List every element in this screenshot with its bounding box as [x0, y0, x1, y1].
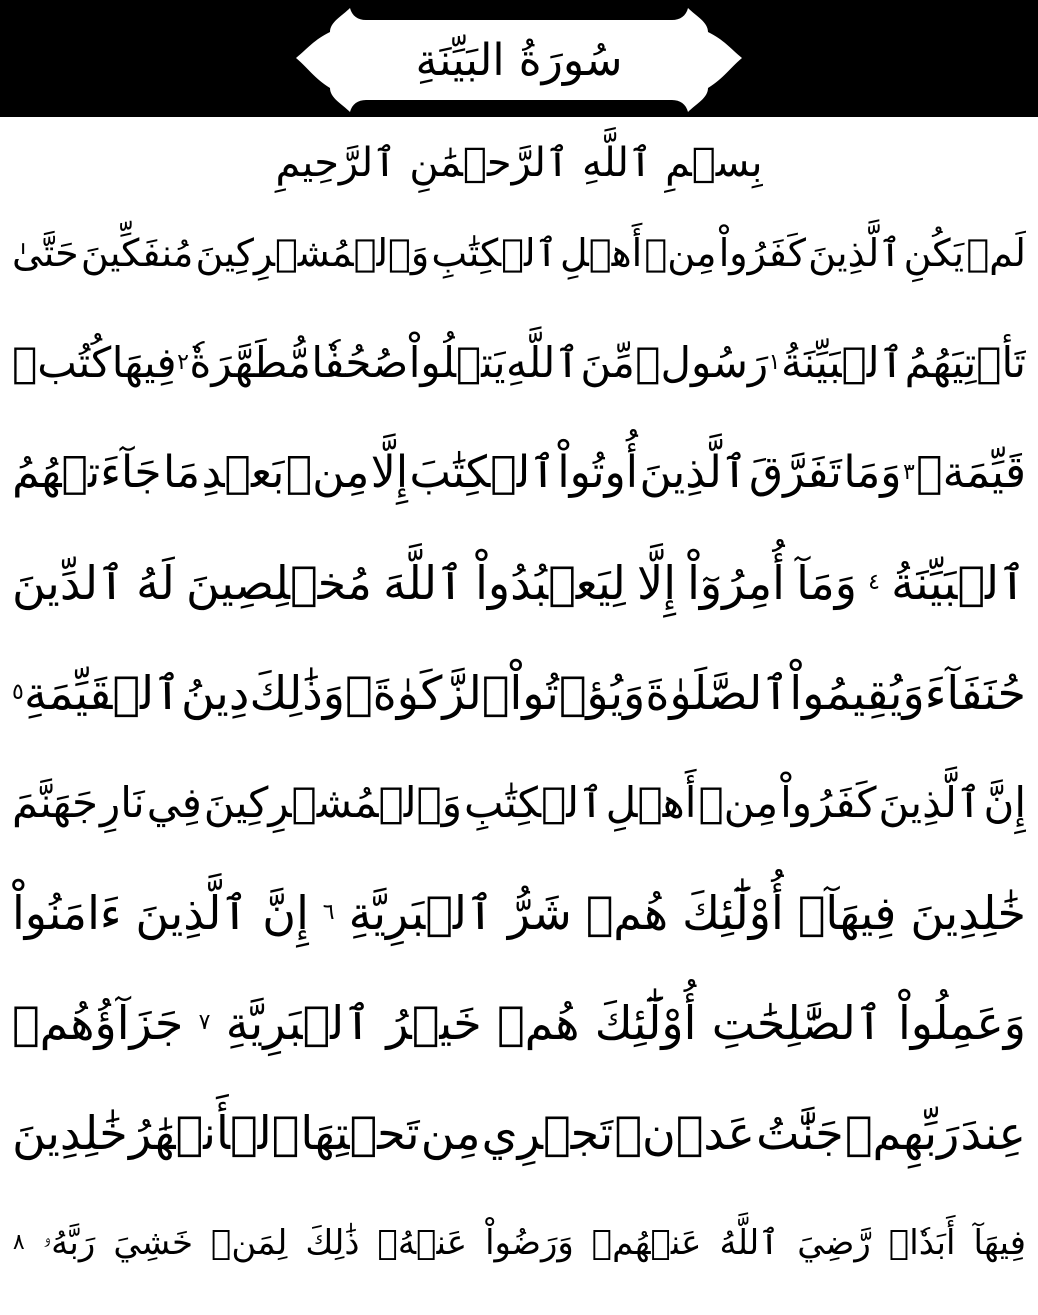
verse-word: ٱلصَّٰلِحَٰتِ: [711, 996, 883, 1050]
verse-line-7: [12, 863, 1026, 963]
verse-word: خَٰلِدِينَ: [910, 886, 1026, 940]
verse-word: ءَامَنُواْ: [12, 886, 122, 940]
verse-word: تَفَرَّقَ: [748, 447, 842, 498]
verse-word: مَا: [163, 447, 201, 498]
verse-word: خَٰلِدِينَ: [12, 1106, 128, 1160]
verse-word: حُنَفَآءَ: [924, 666, 1026, 720]
verse-word: بَعۡدِ: [201, 447, 285, 498]
verse-word: إِنَّ: [983, 778, 1026, 827]
verse-word: مِن: [420, 1106, 481, 1160]
verse-word: قَيِّمَةٞ: [916, 447, 1026, 498]
ayah-number-marker: ٨: [12, 1230, 25, 1255]
verse-word: فِيهَآۚ: [797, 886, 897, 940]
verse-word: ٱلۡبَرِيَّةِ: [225, 996, 372, 1050]
verse-word: ٱللَّهُ: [719, 1223, 780, 1263]
verse-word: أَبَدٗاۖ: [888, 1223, 956, 1263]
verse-word: أُوْلَٰٓئِكَ: [594, 996, 697, 1050]
verse-word: لَمۡ: [966, 231, 1026, 275]
verse-word: وَعَمِلُواْ: [897, 996, 1026, 1050]
verse-word: إِنَّ: [262, 886, 309, 940]
ayah-number-marker: ٥: [12, 680, 24, 705]
verse-word: مِنۡ: [698, 778, 779, 827]
verse-word: عَنۡهُمۡ: [591, 1223, 702, 1263]
verse-word: ٱلۡكِتَٰبِ: [431, 231, 558, 275]
verse-word: أَهۡلِ: [605, 778, 697, 827]
verse-word: تَحۡتِهَا: [300, 1106, 420, 1160]
verse-word: ٱلۡأَنۡهَٰرُ: [128, 1106, 300, 1160]
verse-word: ٱلۡكِتَٰبِ: [463, 778, 604, 827]
verse-word: عَنۡهُۚ: [377, 1223, 468, 1263]
verse-word: ٱلدِّينَ: [12, 556, 125, 610]
verse-line-10: [12, 1193, 1026, 1293]
verse-word: ذَٰلِكَ: [305, 1223, 360, 1263]
verse-word: ٱلزَّكَوٰةَۚ: [345, 666, 510, 720]
verse-word: مِنۢ: [285, 447, 370, 498]
verse-word: ٱللَّهَ: [383, 556, 464, 610]
verse-word: وَٱلۡمُشۡرِكِينَ: [203, 778, 462, 827]
verse-word: مِّنَ: [580, 338, 635, 387]
verse-word: هُمۡ: [585, 886, 669, 940]
verse-word: مِنۡ: [644, 231, 717, 275]
verse-word: مُّطَهَّرَةٗ: [189, 338, 311, 387]
verse-word: وَيُؤۡتُواْ: [509, 666, 646, 720]
verse-word: وَيُقِيمُواْ: [789, 666, 925, 720]
verse-word: ٱلۡبَيِّنَةُ: [891, 556, 1026, 610]
ayah-number-marker: ٤: [868, 570, 880, 595]
verse-line-2: [12, 313, 1026, 413]
verse-word: رَّضِيَ: [797, 1223, 871, 1263]
verse-word: يَتۡلُواْ: [408, 338, 506, 387]
verse-word: إِلَّا: [636, 556, 676, 610]
verse-word: فِي: [146, 778, 202, 827]
verse-word: لَهُ: [136, 556, 175, 610]
verse-word: ٱلَّذِينَ: [878, 778, 982, 827]
verse-word: تَجۡرِي: [481, 1106, 614, 1160]
verse-word: وَٱلۡمُشۡرِكِينَ: [195, 231, 430, 275]
verse-word: ٱلَّذِينَ: [639, 447, 748, 498]
verse-word: جَهَنَّمَ: [12, 778, 98, 827]
verse-word: رَبِّهِمۡ: [844, 1106, 960, 1160]
verse-word: ٱلۡكِتَٰبَ: [409, 447, 556, 498]
verse-word: لِمَنۡ: [211, 1223, 288, 1263]
verse-word: وَرَضُواْ: [485, 1223, 574, 1263]
ayah-number-marker: ١: [768, 350, 781, 375]
verse-word: أَهۡلِ: [560, 231, 643, 275]
verse-word: حَتَّىٰ: [12, 231, 79, 275]
ayah-number-marker: ٦: [322, 900, 335, 925]
verse-word: وَذَٰلِكَ: [249, 666, 345, 720]
verse-word: فِيهَآ: [973, 1223, 1026, 1263]
ayah-number-marker: ٣: [902, 460, 915, 485]
verse-word: مُخۡلِصِينَ: [185, 556, 372, 610]
verse-word: صُحُفٗا: [311, 338, 409, 387]
verse-word: هُمۡ: [496, 996, 580, 1050]
verse-word: عِندَ: [960, 1106, 1026, 1160]
verse-word: ٱلۡقَيِّمَةِ: [23, 666, 181, 720]
verse-word: خَشِيَ: [113, 1223, 193, 1263]
basmala: بِسۡمِ ٱللَّهِ ٱلرَّحۡمَٰنِ ٱلرَّحِيمِ: [275, 140, 763, 186]
verse-word: جَنَّٰتُ: [756, 1106, 844, 1160]
verse-word: خَيۡرُ: [386, 996, 482, 1050]
verse-word: وَمَا: [843, 447, 902, 498]
verse-line-3: [12, 423, 1026, 523]
verse-word: أُوتُواْ: [557, 447, 639, 498]
verse-word: جَآءَتۡهُمُ: [12, 447, 162, 498]
verse-line-8: [12, 973, 1026, 1073]
verse-word: وَمَآ: [796, 556, 857, 610]
verse-word: يَكُنِ: [903, 231, 965, 275]
verse-word: ٱلصَّلَوٰةَ: [645, 666, 790, 720]
verse-word: لِيَعۡبُدُواْ: [475, 556, 626, 610]
ayah-number-marker: ٢: [177, 350, 189, 375]
verse-word: جَزَآؤُهُمۡ: [12, 996, 184, 1050]
verse-word: ٱلۡبَرِيَّةِ: [348, 886, 494, 940]
verse-line-5: [12, 643, 1026, 743]
verse-word: ٱلَّذِينَ: [135, 886, 249, 940]
verse-word: دِينُ: [181, 666, 250, 720]
verse-word: ٱللَّهِ: [506, 338, 580, 387]
surah-title: سُورَةُ البَيِّنَةِ: [415, 35, 623, 86]
verse-word: مُنفَكِّينَ: [80, 231, 194, 275]
verse-word: فِيهَا: [111, 338, 177, 387]
verse-word: كَفَرُواْ: [780, 778, 877, 827]
ayah-number-marker: ٧: [198, 1010, 211, 1035]
verse-word: رَسُولٞ: [635, 338, 769, 387]
verse-word: ٱلَّذِينَ: [808, 231, 902, 275]
verse-word: كَفَرُواْ: [718, 231, 806, 275]
verse-word: شَرُّ: [507, 886, 572, 940]
verse-word: عَدۡنٖ: [614, 1106, 755, 1160]
verse-word: كُتُبٞ: [12, 338, 112, 387]
verse-word: ٱلۡبَيِّنَةُ: [780, 338, 905, 387]
verse-line-4: [12, 533, 1026, 633]
verse-word: أُوْلَٰٓئِكَ: [682, 886, 784, 940]
verse-word: نَارِ: [99, 778, 145, 827]
verse-word: إِلَّا: [370, 447, 409, 498]
verse-word: تَأۡتِيَهُمُ: [904, 338, 1026, 387]
verse-line-1: [12, 203, 1026, 303]
verse-line-6: [12, 753, 1026, 853]
verse-word: أُمِرُوٓاْ: [687, 556, 785, 610]
verse-word: رَبَّهُۥ: [42, 1223, 96, 1263]
verse-line-9: [12, 1083, 1026, 1183]
